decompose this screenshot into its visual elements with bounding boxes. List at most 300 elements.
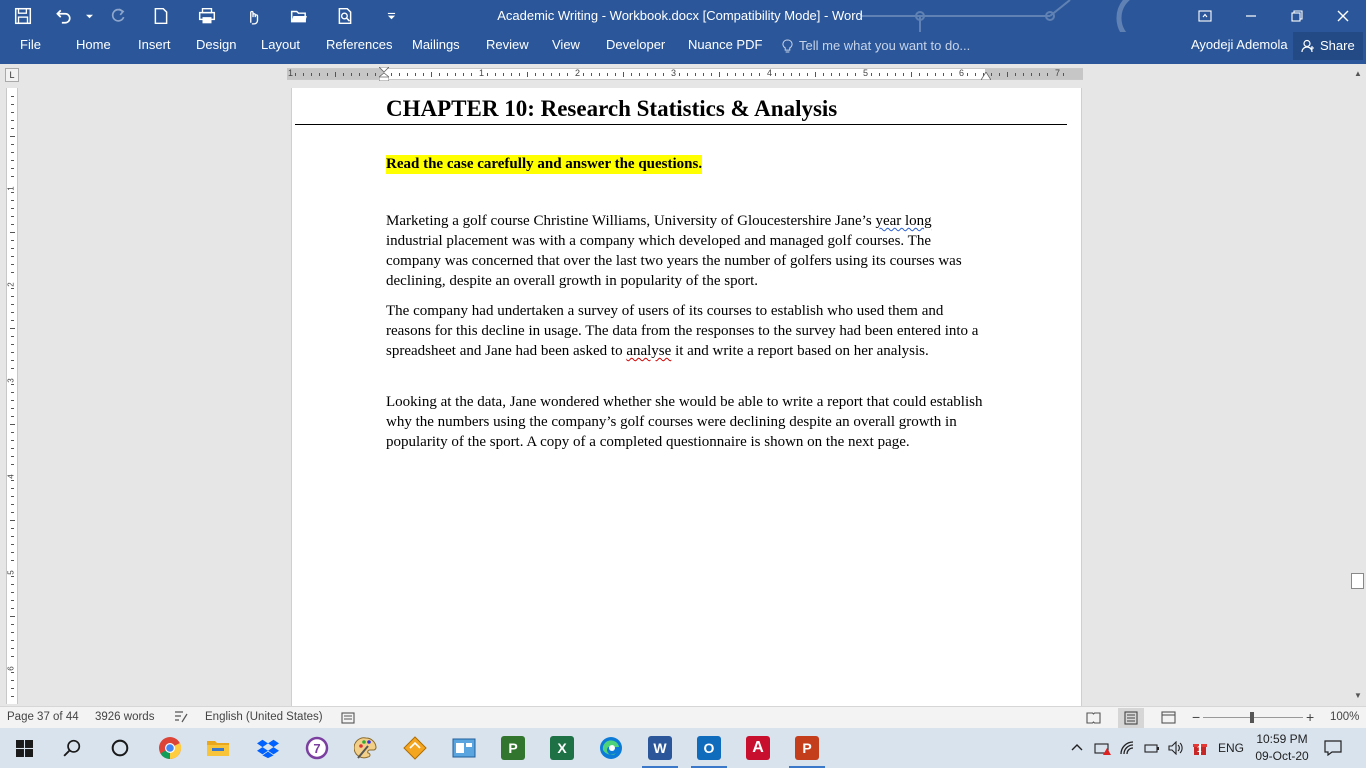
vruler-tick: [11, 632, 14, 633]
indent-marker-icon[interactable]: [379, 67, 389, 81]
new-document-button[interactable]: [138, 0, 184, 32]
close-button[interactable]: [1320, 0, 1366, 32]
vruler-tick: [11, 336, 14, 337]
ruler-tick: [583, 73, 584, 76]
vruler-tick: [11, 96, 14, 97]
taskbar-app-blue[interactable]: [440, 728, 488, 768]
edge-icon: [599, 736, 623, 760]
taskbar-word[interactable]: [636, 728, 684, 768]
vruler-number: 2: [6, 282, 16, 287]
user-account[interactable]: Ayodeji Ademola: [1191, 37, 1288, 52]
search-icon: [63, 739, 81, 757]
ruler-tick: [407, 73, 408, 76]
ruler-tick: [927, 73, 928, 76]
tab-developer[interactable]: Developer: [606, 37, 666, 52]
vruler-tick: [11, 608, 14, 609]
ruler-tick: [1015, 73, 1016, 76]
action-center-button[interactable]: [1310, 728, 1356, 768]
vruler-tick: [11, 144, 14, 145]
ruler-tick: [831, 73, 832, 76]
ruler-tick: [743, 73, 744, 76]
vruler-tick: [11, 264, 14, 265]
ruler-number: 3: [671, 68, 677, 78]
touch-mode-button[interactable]: [230, 0, 276, 32]
title-bar: [0, 0, 1366, 32]
clock-date: 09-Oct-20: [1255, 749, 1309, 763]
zoom-slider-thumb[interactable]: [1250, 712, 1254, 723]
vruler-tick: [11, 176, 14, 177]
vruler-tick: [11, 448, 14, 449]
ruler-tick: [759, 73, 760, 76]
volume-icon[interactable]: [1168, 741, 1184, 755]
read-mode-icon[interactable]: [1086, 711, 1101, 724]
ruler-tick: [1039, 73, 1040, 76]
ruler-tick: [727, 73, 728, 76]
tab-mailings[interactable]: Mailings: [412, 37, 460, 52]
vruler-tick: [11, 592, 14, 593]
print-layout-icon: [1124, 711, 1138, 725]
ruler-tick: [455, 73, 456, 76]
ruler-tick: [911, 72, 912, 77]
windows-icon: [16, 740, 33, 757]
vruler-tick: [11, 688, 14, 689]
input-language[interactable]: ENG: [1218, 741, 1245, 755]
ruler-tick: [951, 73, 952, 76]
ruler-tick: [871, 73, 872, 76]
ruler-tick: [495, 73, 496, 76]
save-button[interactable]: [0, 0, 46, 32]
ruler-tick: [719, 72, 720, 77]
ruler-tick: [775, 73, 776, 76]
taskbar-dropbox[interactable]: [244, 728, 292, 768]
ruler-tick: [991, 73, 992, 76]
print-icon: [198, 7, 216, 25]
share-button[interactable]: [1293, 32, 1363, 60]
window-title: Academic Writing - Workbook.docx [Compatibility Mode] - Word: [497, 8, 863, 23]
vruler-tick: [11, 160, 14, 161]
ruler-tick: [439, 73, 440, 76]
vruler-tick: [11, 168, 14, 169]
ruler-tick: [735, 73, 736, 76]
vruler-tick: [11, 576, 14, 577]
ruler-tick: [823, 73, 824, 76]
ruler-tick: [543, 73, 544, 76]
customize-qat-icon: [387, 12, 396, 21]
zoom-level[interactable]: 100%: [1330, 711, 1360, 723]
cortana-icon: [111, 739, 129, 757]
ruler-tick: [295, 73, 296, 76]
title-underline: [295, 124, 1067, 125]
ruler-tick: [471, 73, 472, 76]
undo-button[interactable]: [46, 0, 80, 32]
ruler-tick: [367, 73, 368, 76]
ruler-tick: [935, 73, 936, 76]
vruler-tick: [11, 352, 14, 353]
ruler-tick: [551, 73, 552, 76]
minimize-button[interactable]: [1228, 0, 1274, 32]
paragraph-text: it and write a report based on her analysis.: [671, 343, 929, 359]
redo-icon: [109, 7, 127, 25]
notification-badge-count: 1: [1197, 745, 1202, 754]
ruler-tick: [511, 73, 512, 76]
tell-me-placeholder: Tell me what you want to do...: [799, 38, 971, 53]
ruler-tick: [447, 73, 448, 76]
clock[interactable]: [1250, 731, 1314, 765]
ruler-number: 2: [575, 68, 581, 78]
vruler-tick: [11, 560, 14, 561]
taskbar-edge[interactable]: [587, 728, 635, 768]
proofing-icon[interactable]: [174, 711, 188, 724]
vruler-tick: [11, 456, 14, 457]
ruler-tick: [751, 73, 752, 76]
vruler-tick: [11, 104, 14, 105]
vruler-tick: [11, 392, 14, 393]
vruler-tick: [11, 208, 14, 209]
taskbar-excel[interactable]: [538, 728, 586, 768]
vruler-tick: [11, 320, 14, 321]
touch-mode-icon: [244, 7, 262, 25]
taskbar-app-7[interactable]: [293, 728, 341, 768]
ruler-tick: [415, 73, 416, 76]
vruler-tick: [11, 344, 14, 345]
status-bar: [0, 706, 1366, 728]
print-button[interactable]: [184, 0, 230, 32]
paragraph-1: [386, 211, 986, 291]
vruler-tick: [11, 256, 14, 257]
vertical-ruler[interactable]: [6, 88, 18, 704]
vruler-tick: [11, 624, 14, 625]
tell-me-search[interactable]: [782, 32, 970, 60]
folder-icon: [206, 736, 230, 760]
start-button[interactable]: [0, 728, 48, 768]
document-page[interactable]: [291, 88, 1082, 708]
vruler-tick: [11, 272, 14, 273]
horizontal-ruler[interactable]: [287, 68, 1083, 80]
ribbon-tabs: [0, 32, 1366, 64]
macro-icon[interactable]: [341, 712, 355, 724]
vruler-tick: [11, 240, 14, 241]
ruler-tick: [639, 73, 640, 76]
ruler-number: 1: [288, 68, 294, 78]
chrome-icon: [158, 736, 182, 760]
ruler-tick: [631, 73, 632, 76]
vruler-number: 5: [6, 570, 16, 575]
search-button[interactable]: [48, 728, 96, 768]
taskbar-file-explorer[interactable]: [194, 728, 242, 768]
scroll-down-icon[interactable]: ▼: [1354, 691, 1362, 700]
ruler-tick: [799, 73, 800, 76]
scroll-thumb[interactable]: [1351, 573, 1364, 589]
ruler-tick: [391, 73, 392, 76]
customize-qat-button[interactable]: [368, 0, 414, 32]
ruler-tick: [887, 73, 888, 76]
vruler-tick: [11, 528, 14, 529]
vruler-tick: [11, 440, 14, 441]
vruler-tick: [11, 128, 14, 129]
taskbar-app-orange[interactable]: [391, 728, 439, 768]
ruler-tick: [359, 73, 360, 76]
ruler-tick: [615, 73, 616, 76]
svg-text:7: 7: [313, 741, 321, 756]
ruler-tick: [679, 73, 680, 76]
ruler-number: 1: [479, 68, 485, 78]
paragraph-2: [386, 301, 986, 361]
orange-diamond-icon: [403, 736, 427, 760]
ruler-tick: [623, 72, 624, 77]
lightbulb-icon: [782, 39, 793, 54]
print-preview-icon: [336, 7, 354, 25]
undo-dropdown[interactable]: [80, 0, 98, 32]
close-icon: [1336, 9, 1350, 23]
vruler-tick: [11, 680, 14, 681]
vruler-tick: [11, 672, 14, 673]
ruler-tick: [343, 73, 344, 76]
vruler-tick: [11, 512, 14, 513]
open-folder-icon: [290, 7, 308, 25]
ruler-tick: [375, 73, 376, 76]
taskbar-chrome[interactable]: [146, 728, 194, 768]
vruler-tick: [11, 504, 14, 505]
paragraph-3: Looking at the data, Jane wondered whether she would be able to write a report that could establish why the numbers using the company’s golf courses were declining despite an overall growth in popularity of the sport. A copy of a completed questionnaire is shown on the next page.: [386, 394, 983, 450]
ruler-tick: [847, 73, 848, 76]
ruler-tick: [399, 73, 400, 76]
tab-references[interactable]: References: [326, 37, 393, 52]
blue-window-icon: [452, 736, 476, 760]
person-icon: [1301, 39, 1315, 53]
ruler-tick: [431, 72, 432, 77]
web-layout-icon[interactable]: [1161, 711, 1176, 724]
restore-button[interactable]: [1274, 0, 1320, 32]
paint-palette-icon: [354, 736, 378, 760]
vruler-tick: [11, 312, 14, 313]
vruler-tick: [11, 368, 14, 369]
undo-icon: [54, 7, 72, 25]
cortana-button[interactable]: [96, 728, 144, 768]
instruction-highlighted: Read the case carefully and answer the questions.: [386, 156, 703, 172]
ruler-tick: [463, 73, 464, 76]
taskbar-powerpoint[interactable]: [783, 728, 831, 768]
tab-insert[interactable]: Insert: [138, 37, 171, 52]
ruler-tick: [967, 73, 968, 76]
tab-design[interactable]: Design: [196, 37, 237, 52]
ruler-tick: [663, 73, 664, 76]
ruler-number: 4: [767, 68, 773, 78]
outlook-icon: O: [697, 736, 721, 760]
ruler-tick: [599, 73, 600, 76]
chevron-up-icon[interactable]: [1070, 741, 1084, 755]
vruler-tick: [11, 304, 14, 305]
ruler-tick: [311, 73, 312, 76]
ruler-tick: [695, 73, 696, 76]
zoom-in-icon[interactable]: +: [1306, 709, 1315, 725]
vruler-tick: [11, 400, 14, 401]
battery-plug-icon[interactable]: [1144, 741, 1160, 755]
ruler-tick: [687, 73, 688, 76]
ruler-number: 5: [863, 68, 869, 78]
vruler-tick: [11, 192, 14, 193]
ruler-tick: [535, 73, 536, 76]
vruler-tick: [10, 328, 15, 329]
vruler-tick: [11, 152, 14, 153]
ruler-tick: [335, 72, 336, 77]
taskbar-project[interactable]: [489, 728, 537, 768]
ruler-tick: [487, 73, 488, 76]
ruler-tick: [791, 73, 792, 76]
ribbon-display-options-button[interactable]: [1182, 0, 1228, 32]
paragraph-text: Marketing a golf course Christine Williams, University of Gloucestershire Jane’s: [386, 213, 876, 229]
vruler-tick: [11, 248, 14, 249]
ruler-tick: [423, 73, 424, 76]
vruler-number: 3: [6, 378, 16, 383]
vruler-tick: [11, 408, 14, 409]
ruler-tick: [839, 73, 840, 76]
vruler-tick: [11, 416, 14, 417]
language[interactable]: English (United States): [205, 711, 323, 723]
tab-nuance-pdf[interactable]: Nuance PDF: [688, 37, 763, 52]
ruler-tick: [519, 73, 520, 76]
ruler-tick: [503, 73, 504, 76]
quick-access-toolbar: [0, 0, 414, 32]
word-count[interactable]: 3926 words: [95, 711, 155, 723]
vruler-tick: [11, 536, 14, 537]
vruler-tick: [10, 520, 15, 521]
vruler-tick: [11, 384, 14, 385]
vruler-tick: [11, 360, 14, 361]
new-document-icon: [152, 7, 170, 25]
ruler-tick: [527, 72, 528, 77]
vruler-tick: [11, 112, 14, 113]
spelling-flag[interactable]: analyse: [626, 343, 672, 359]
taskbar-outlook[interactable]: [685, 728, 733, 768]
ruler-tick: [647, 73, 648, 76]
project-icon: P: [501, 736, 525, 760]
wifi-icon[interactable]: [1120, 741, 1136, 755]
restore-icon: [1290, 9, 1304, 23]
clock-time: 10:59 PM: [1256, 732, 1308, 746]
scroll-up-icon[interactable]: ▲: [1354, 69, 1362, 78]
vruler-tick: [11, 640, 14, 641]
tab-home[interactable]: Home: [76, 37, 111, 52]
ruler-tick: [559, 73, 560, 76]
chevron-down-icon: [86, 13, 93, 20]
chapter-title: CHAPTER 10: Research Statistics & Analysis: [386, 96, 838, 121]
vruler-tick: [11, 464, 14, 465]
vruler-tick: [11, 296, 14, 297]
ruler-tick: [879, 73, 880, 76]
zoom-out-icon[interactable]: −: [1192, 709, 1201, 725]
app-7-icon: [305, 736, 329, 760]
paragraph-text: The company had undertaken a survey of users of its courses to establish who used them and reasons for this decline in usage. The data from the responses to the survey had been entered into a spreadsheet and Jane had been asked to: [386, 303, 979, 359]
vruler-tick: [10, 616, 15, 617]
tab-file[interactable]: File: [20, 37, 41, 52]
ruler-tick: [319, 73, 320, 76]
vruler-number: 6: [6, 666, 16, 671]
acrobat-icon: A: [746, 736, 770, 760]
page-count[interactable]: Page 37 of 44: [7, 711, 79, 723]
ruler-tick: [1023, 73, 1024, 76]
vruler-tick: [11, 288, 14, 289]
tab-review[interactable]: Review: [486, 37, 529, 52]
ruler-tick: [327, 73, 328, 76]
ruler-tick: [807, 73, 808, 76]
ruler-tick: [351, 73, 352, 76]
ribbon-display-icon: [1198, 9, 1212, 23]
ruler-tick: [607, 73, 608, 76]
ruler-tick: [999, 73, 1000, 76]
vruler-number: 4: [6, 474, 16, 479]
vruler-tick: [11, 496, 14, 497]
ruler-number: 7: [1055, 68, 1061, 78]
window-controls: [1182, 0, 1366, 32]
ruler-tick: [591, 73, 592, 76]
calendar-notification[interactable]: [1192, 740, 1208, 756]
vruler-number: 1: [6, 186, 16, 191]
ruler-tick: [703, 73, 704, 76]
print-layout-button[interactable]: [1118, 708, 1144, 728]
vertical-scrollbar[interactable]: [1350, 66, 1366, 706]
vruler-tick: [11, 432, 14, 433]
vruler-tick: [11, 216, 14, 217]
network-warning-icon[interactable]: [1094, 740, 1112, 756]
ruler-tick: [711, 73, 712, 76]
print-preview-button[interactable]: [322, 0, 368, 32]
vruler-tick: [11, 696, 14, 697]
taskbar: [0, 728, 1366, 768]
ruler-tick: [983, 73, 984, 76]
taskbar-acrobat[interactable]: [734, 728, 782, 768]
system-tray: [1070, 728, 1244, 768]
taskbar-paint[interactable]: [342, 728, 390, 768]
word-icon: W: [648, 736, 672, 760]
vruler-tick: [11, 480, 14, 481]
vruler-tick: [11, 120, 14, 121]
notification-icon: [1324, 740, 1342, 756]
vruler-tick: [10, 424, 15, 425]
ruler-tick: [1031, 73, 1032, 76]
ruler-tick: [919, 73, 920, 76]
ruler-tick: [855, 73, 856, 76]
ruler-tick: [1007, 72, 1008, 77]
ruler-tick: [975, 73, 976, 76]
tab-selector[interactable]: L: [5, 68, 19, 82]
ruler-tick: [567, 73, 568, 76]
ruler-tick: [655, 73, 656, 76]
vruler-tick: [11, 200, 14, 201]
ruler-tick: [895, 73, 896, 76]
ruler-tick: [1063, 73, 1064, 76]
open-button[interactable]: [276, 0, 322, 32]
vruler-tick: [11, 656, 14, 657]
ruler-tick: [943, 73, 944, 76]
vruler-tick: [11, 488, 14, 489]
excel-icon: X: [550, 736, 574, 760]
tab-view[interactable]: View: [552, 37, 580, 52]
dropbox-icon: [257, 737, 279, 759]
ruler-tick: [903, 73, 904, 76]
vruler-tick: [11, 648, 14, 649]
redo-button[interactable]: [98, 0, 138, 32]
vruler-tick: [11, 600, 14, 601]
tab-layout[interactable]: Layout: [261, 37, 301, 52]
ruler-tick: [815, 72, 816, 77]
ruler-number: 6: [959, 68, 965, 78]
ruler-tick: [303, 73, 304, 76]
grammar-flag[interactable]: year long: [875, 213, 932, 229]
vruler-tick: [11, 552, 14, 553]
vruler-tick: [10, 232, 15, 233]
vruler-tick: [11, 224, 14, 225]
save-icon: [14, 7, 32, 25]
